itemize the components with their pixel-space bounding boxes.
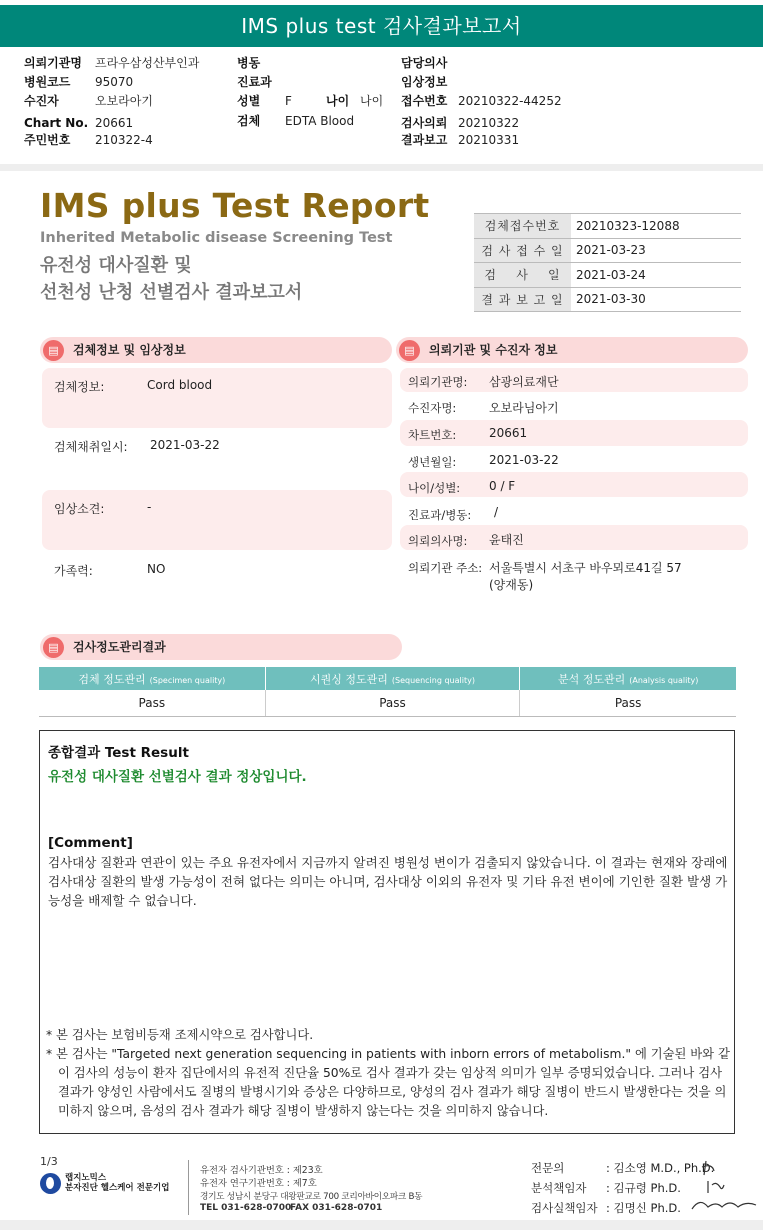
- table-cell: Pass: [265, 690, 520, 716]
- clinical-label: 임상소견:: [54, 502, 105, 516]
- header-value: 20210331: [458, 133, 520, 147]
- patient-value: 윤태진: [489, 533, 524, 547]
- section-title: 의뢰기관 및 수진자 정보: [429, 343, 558, 357]
- signature-mark: [690, 1157, 760, 1217]
- table-header-row: [39, 667, 736, 690]
- header-label: 임상정보: [401, 75, 448, 89]
- note-performance: * 본 검사는 "Targeted next generation sequencing in patients with inborn errors of metabolism." 에 기술된 바와 같이 검사의 성능이 환자 집단에서의 유전적 진단율 50%로 검사 결과가 갖는 임상적 의미가 일부 증명되었습니다. 그러나 검사 결과가 양성인 사람에서도 질병의 발병시기와 증상은 다양하므로, 양성의 검사 결과가 해당 질병이 반드시 발생한다는 것을 의미하지 않으며, 음성의 검사 결과가 해당 질병이 발생하지 않는다는 것을 의미하지 않습니다.: [46, 1047, 730, 1118]
- clipboard-icon: ▤: [43, 637, 64, 658]
- signer-name: : 김명신 Ph.D.: [606, 1201, 681, 1215]
- patient-label: 차트번호:: [408, 428, 457, 442]
- lock-icon: ▤: [399, 340, 420, 361]
- header-value: EDTA Blood: [285, 114, 355, 128]
- comment-heading: [Comment]: [48, 835, 133, 851]
- specimen-box: [42, 368, 392, 428]
- logo-line: 분자진단 헬스케어 전문기업: [65, 1183, 170, 1193]
- result-box: [39, 730, 735, 1134]
- table-cell: Pass: [520, 690, 736, 716]
- header-label: 진료과: [237, 75, 272, 89]
- family-value: NO: [147, 562, 166, 576]
- specimen-section-header: [40, 337, 392, 363]
- receipt-info-table: [474, 213, 741, 312]
- table-key: 결 과 보 고 일: [474, 287, 571, 312]
- header-label: 접수번호: [401, 94, 448, 108]
- table-row: [474, 214, 741, 239]
- header-value: 210322-4: [95, 133, 153, 147]
- company-address: 경기도 성남시 분당구 대왕판교로 700 코리아바이오파크 B동: [200, 1192, 423, 1202]
- patient-value: 2021-03-22: [489, 453, 559, 467]
- signer-role: 분석책임자: [531, 1181, 587, 1195]
- patient-value: 삼광의료재단: [489, 375, 559, 389]
- specimen-label: 검체정보:: [54, 380, 105, 394]
- registration-line: 유전자 검사기관번호 : 제23호: [200, 1165, 323, 1176]
- header-ko: 검체 정도관리: [78, 672, 146, 686]
- header-label: 성별: [237, 94, 261, 108]
- column-header: [520, 667, 736, 690]
- table-key: 검 사 접 수 일: [474, 238, 571, 263]
- header-label: 수진자: [24, 94, 59, 108]
- table-value: 2021-03-30: [571, 287, 741, 312]
- column-header: [39, 667, 265, 690]
- address-value: (양재동): [489, 578, 534, 592]
- header-label: 병동: [237, 56, 261, 70]
- company-logo-icon: [40, 1173, 61, 1194]
- patient-label: 의뢰의사명:: [408, 534, 468, 548]
- section-title: 검체정보 및 임상정보: [73, 343, 186, 357]
- patient-value: /: [494, 505, 499, 519]
- divider: [0, 164, 763, 171]
- table-row: [474, 238, 741, 263]
- header-value: 20661: [95, 116, 134, 130]
- table-key: 검체접수번호: [474, 214, 571, 239]
- logo-line: 랩지노믹스: [65, 1173, 107, 1183]
- header-value: 20210322-44252: [458, 94, 562, 108]
- note-insurance: * 본 검사는 보험비등재 조제시약으로 검사합니다.: [46, 1028, 314, 1042]
- header-label: 병원코드: [24, 75, 71, 89]
- family-label: 가족력:: [54, 564, 93, 578]
- quality-table: [39, 667, 736, 717]
- company-logo-text: [65, 1173, 169, 1193]
- header-label: 주민번호: [24, 133, 71, 147]
- patient-value: 0 / F: [489, 479, 516, 493]
- table-row: [474, 287, 741, 312]
- company-fax: FAX 031-628-0701: [290, 1203, 383, 1213]
- header-value: 20210322: [458, 116, 520, 130]
- address-label: 의뢰기관 주소:: [408, 561, 483, 575]
- header-label: Chart No.: [24, 116, 89, 130]
- header-label: 의뢰기관명: [24, 56, 82, 70]
- page-number: 1/3: [40, 1155, 58, 1168]
- collect-value: 2021-03-22: [150, 438, 220, 452]
- signer-name: : 김소영 M.D., Ph.D.: [606, 1161, 715, 1175]
- table-cell: Pass: [39, 690, 265, 716]
- patient-label: 진료과/병동:: [408, 508, 472, 522]
- header-en: (Analysis quality): [629, 675, 699, 685]
- clinical-value: -: [147, 500, 152, 514]
- result-title: 종합결과 Test Result: [48, 745, 189, 761]
- header-value: 95070: [95, 75, 134, 89]
- header-label: 검체: [237, 114, 261, 128]
- address-value: 서울특별시 서초구 바우뫼로41길 57: [489, 561, 682, 575]
- header-label: 검사의뢰: [401, 116, 448, 130]
- header-value: 나이: [360, 94, 384, 108]
- table-value: 2021-03-24: [571, 263, 741, 288]
- comment-text: 검사대상 질환과 연관이 있는 주요 유전자에서 지금까지 알려진 병원성 변이가 검출되지 않았습니다. 이 결과는 현재와 장래에 검사대상 질환의 발생 가능성이 전혀 없다는 의미는 아니며, 검사대상 이외의 유전자 및 기타 유전 변이에 기인한 질환 발생 가능성을 배제할 수 없습니다.: [48, 855, 728, 908]
- header-en: (Sequencing quality): [391, 675, 475, 685]
- table-key: 검 사 일: [474, 263, 571, 288]
- header-value: F: [285, 94, 292, 108]
- table-value: 20210323-12088: [571, 214, 741, 239]
- lock-icon: ▤: [43, 340, 64, 361]
- signer-name: : 김규령 Ph.D.: [606, 1181, 681, 1195]
- patient-section-header: [396, 337, 748, 363]
- patient-value: 20661: [489, 426, 528, 440]
- specimen-value: Cord blood: [147, 378, 213, 392]
- header-label: 결과보고: [401, 133, 448, 147]
- quality-section-header: [40, 634, 402, 660]
- collect-label: 검체채취일시:: [54, 440, 128, 454]
- report-korean-title: 선천성 난청 선별검사 결과보고서: [40, 282, 303, 303]
- company-tel: TEL 031-628-0700: [200, 1203, 292, 1213]
- divider: [0, 1220, 763, 1230]
- report-title: IMS plus Test Report: [40, 186, 430, 225]
- report-korean-title: 유전성 대사질환 및: [40, 255, 192, 276]
- patient-label: 생년월일:: [408, 455, 457, 469]
- header-en: (Specimen quality): [149, 675, 226, 685]
- header-value: 프라우삼성산부인과: [95, 56, 200, 70]
- table-value: 2021-03-23: [571, 238, 741, 263]
- patient-label: 나이/성별:: [408, 481, 461, 495]
- result-normal: 유전성 대사질환 선별검사 결과 정상입니다.: [48, 769, 307, 785]
- patient-label: 수진자명:: [408, 401, 457, 415]
- signer-role: 전문의: [531, 1161, 565, 1175]
- clinical-box: [42, 490, 392, 550]
- table-row: [39, 690, 736, 716]
- report-subtitle: Inherited Metabolic disease Screening Test: [40, 230, 393, 246]
- header-ko: 시퀀싱 정도관리: [310, 672, 388, 686]
- header-value: 오보라아기: [95, 94, 153, 108]
- header-label: 담당의사: [401, 56, 448, 70]
- header-label: 나이: [326, 94, 350, 108]
- section-title: 검사정도관리결과: [73, 640, 166, 654]
- column-header: [265, 667, 520, 690]
- patient-value: 오보라님아기: [489, 401, 559, 415]
- divider: [188, 1160, 189, 1215]
- report-banner: IMS plus test 검사결과보고서: [0, 5, 763, 47]
- table-row: [474, 263, 741, 288]
- header-block: [0, 0, 763, 160]
- registration-line: 유전자 연구기관번호 : 제7호: [200, 1178, 317, 1189]
- header-ko: 분석 정도관리: [557, 672, 626, 686]
- signer-role: 검사실책임자: [531, 1201, 598, 1215]
- patient-label: 의뢰기관명:: [408, 375, 468, 389]
